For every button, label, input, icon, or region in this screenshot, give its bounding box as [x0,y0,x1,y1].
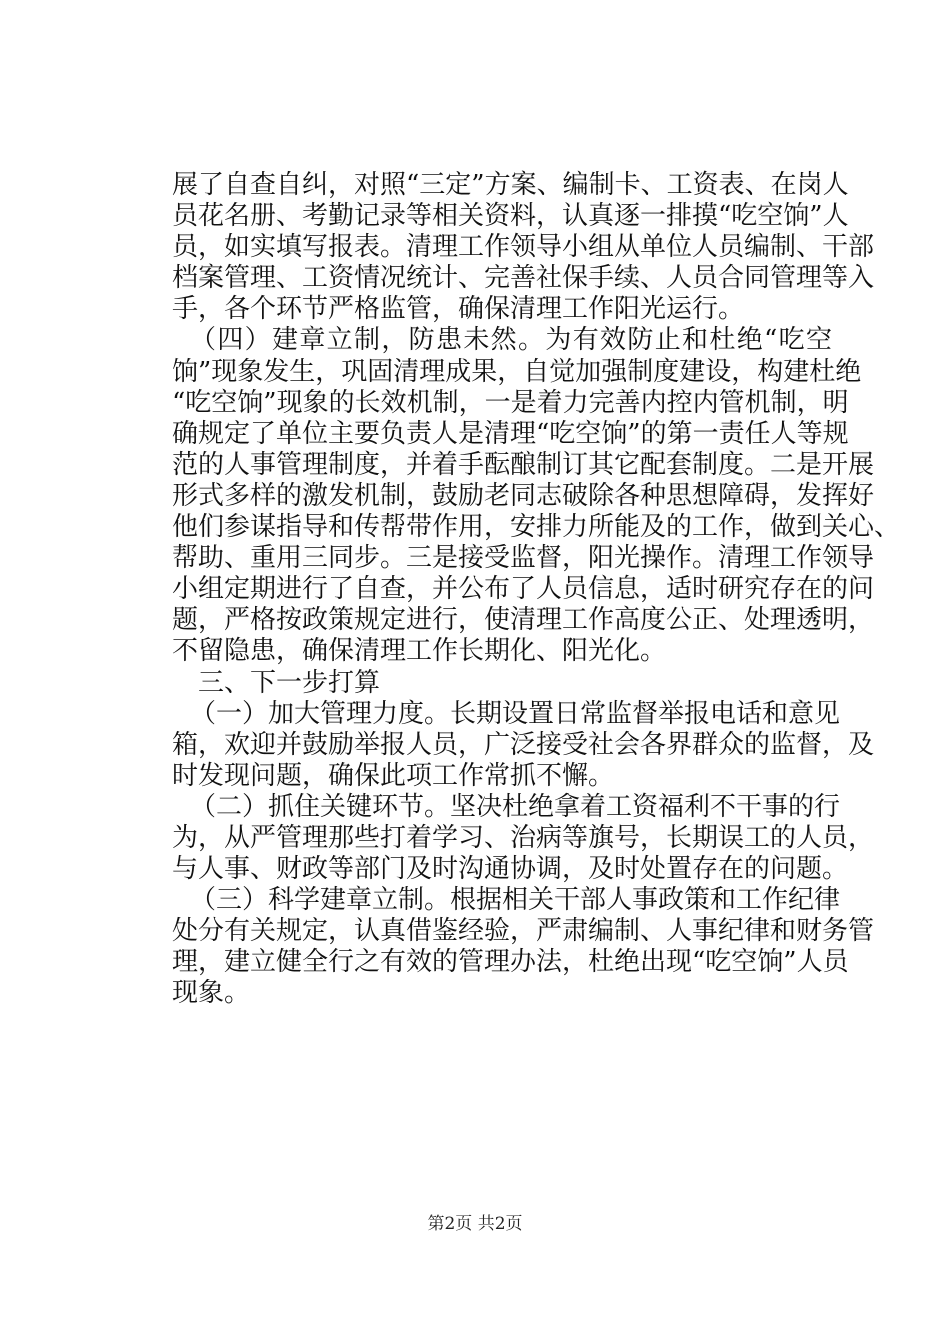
body-line: 他们参谋指导和传帮带作用，安排力所能及的工作，做到关心、 [172,512,901,543]
body-line: 与人事、财政等部门及时沟通协调，及时处置存在的问题。 [172,854,849,885]
document-body [172,170,901,1010]
body-line: 手，各个环节严格监管，确保清理工作阳光运行。 [172,294,745,325]
body-line: 现象。 [172,978,251,1009]
body-line: 员，如实填写报表。清理工作领导小组从单位人员编制、干部 [172,232,875,263]
section-heading: 三、下一步打算 [198,667,381,698]
body-line: 题，严格按政策规定进行，使清理工作高度公正、处理透明， [172,605,875,636]
body-line: 形式多样的激发机制，鼓励老同志破除各种思想障碍，发挥好 [172,480,875,511]
section-heading-line: （四）建章立制，防患未然。为有效防止和杜绝“吃空 [190,325,832,356]
body-line: 箱，欢迎并鼓励举报人员，广泛接受社会各界群众的监督，及 [172,729,875,760]
body-line: 饷”现象发生，巩固清理成果，自觉加强制度建设，构建杜绝 [172,356,862,387]
body-line: 处分有关规定，认真借鉴经验，严肃编制、人事纪律和财务管 [172,916,875,947]
body-line: 范的人事管理制度，并着手酝酿制订其它配套制度。二是开展 [172,449,875,480]
body-line: 档案管理、工资情况统计、完善社保手续、人员合同管理等入 [172,263,875,294]
body-line: 帮助、重用三同步。三是接受监督，阳光操作。清理工作领导 [172,543,875,574]
page-footer: 第2页 共2页 [427,1214,523,1234]
subsection-heading-line: （一）加大管理力度。长期设置日常监督举报电话和意见 [190,698,841,729]
body-line: “吃空饷”现象的长效机制，一是着力完善内控内管机制，明 [172,387,849,418]
subsection-heading-line: （二）抓住关键环节。坚决杜绝拿着工资福利不干事的行 [190,791,841,822]
body-line: 确规定了单位主要负责人是清理“吃空饷”的第一责任人等规 [172,418,849,449]
body-line: 时发现问题，确保此项工作常抓不懈。 [172,760,615,791]
body-line: 员花名册、考勤记录等相关资料，认真逐一排摸“吃空饷”人 [172,201,849,232]
body-line: 小组定期进行了自查，并公布了人员信息，适时研究存在的问 [172,574,875,605]
subsection-heading-line: （三）科学建章立制。根据相关干部人事政策和工作纪律 [190,885,841,916]
body-line: 理，建立健全行之有效的管理办法，杜绝出现“吃空饷”人员 [172,947,849,978]
body-line: 不留隐患，确保清理工作长期化、阳光化。 [172,636,667,667]
body-line: 展了自查自纠，对照“三定”方案、编制卡、工资表、在岗人 [172,170,849,200]
body-line: 为，从严管理那些打着学习、治病等旗号，长期误工的人员， [172,822,875,853]
